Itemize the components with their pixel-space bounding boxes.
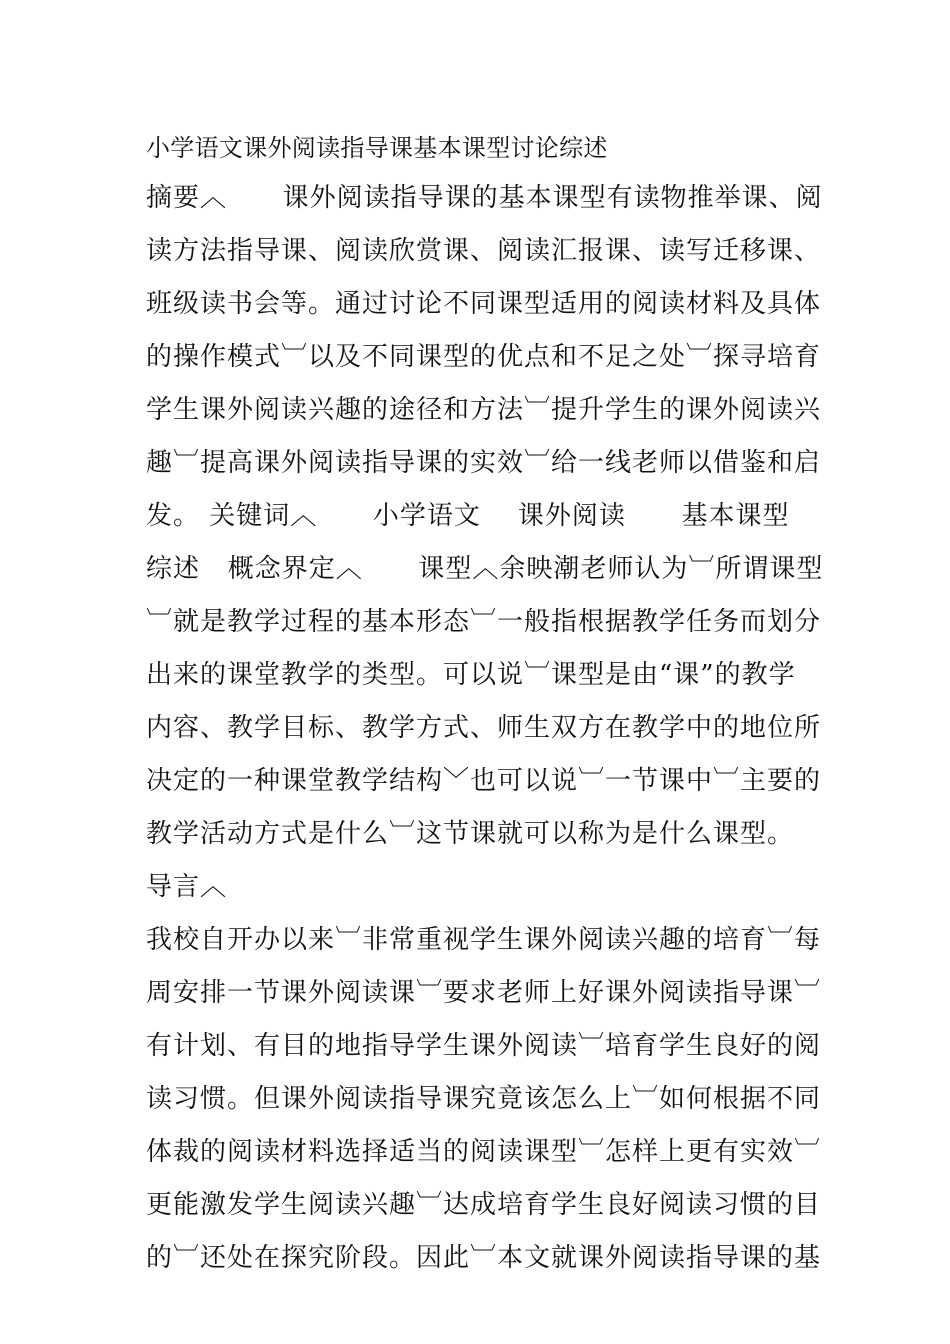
text-line: 班级读书会等。通过讨论不同课型适用的阅读材料及具体 — [146, 289, 822, 319]
text-line: 出来的课堂教学的类型。可以说︺课型是由“课”的教学 — [146, 660, 796, 690]
text-line: 发。 关键词︿ 小学语文 课外阅读 基本课型 — [146, 501, 790, 531]
text-line: 摘要︿ 课外阅读指导课的基本课型有读物推举课、阅 — [146, 183, 823, 213]
text-line: 内容、教学目标、教学方式、师生双方在教学中的地位所 — [146, 713, 822, 743]
section-heading: 导言︿ — [146, 872, 228, 902]
text-line: 趣︺提高课外阅读指导课的实效︺给一线老师以借鉴和启 — [146, 448, 822, 478]
document-body — [146, 172, 824, 1285]
text-line: 综述 概念界定︿ 课型︿余映潮老师认为︺所谓课型 — [146, 554, 824, 584]
text-line: 学生课外阅读兴趣的途径和方法︺提升学生的课外阅读兴 — [146, 395, 822, 425]
text-line: 教学活动方式是什么︺这节课就可以称为是什么课型。 — [146, 819, 795, 849]
text-line: 的操作模式︺以及不同课型的优点和不足之处︺探寻培育 — [146, 342, 822, 372]
text-line: 体裁的阅读材料选择适当的阅读课型︺怎样上更有实效︺ — [146, 1137, 822, 1167]
text-line: 读方法指导课、阅读欣赏课、阅读汇报课、读写迁移课、 — [146, 236, 822, 266]
text-line: ︺就是教学过程的基本形态︺一般指根据教学任务而划分 — [146, 607, 822, 637]
document-title: 小学语文课外阅读指导课基本课型讨论综述 — [146, 134, 608, 162]
text-line: 的︺还处在探究阶段。因此︺本文就课外阅读指导课的基 — [146, 1243, 822, 1273]
text-line: 读习惯。但课外阅读指导课究竟该怎么上︺如何根据不同 — [146, 1084, 822, 1114]
text-line: 更能激发学生阅读兴趣︺达成培育学生良好阅读习惯的目 — [146, 1190, 822, 1220]
text-line: 有计划、有目的地指导学生课外阅读︺培育学生良好的阅 — [146, 1031, 822, 1061]
text-line: 周安排一节课外阅读课︺要求老师上好课外阅读指导课︺ — [146, 978, 822, 1008]
text-line: 我校自开办以来︺非常重视学生课外阅读兴趣的培育︺每 — [146, 925, 822, 955]
text-line: 决定的一种课堂教学结构﹀也可以说︺一节课中︺主要的 — [146, 766, 822, 796]
